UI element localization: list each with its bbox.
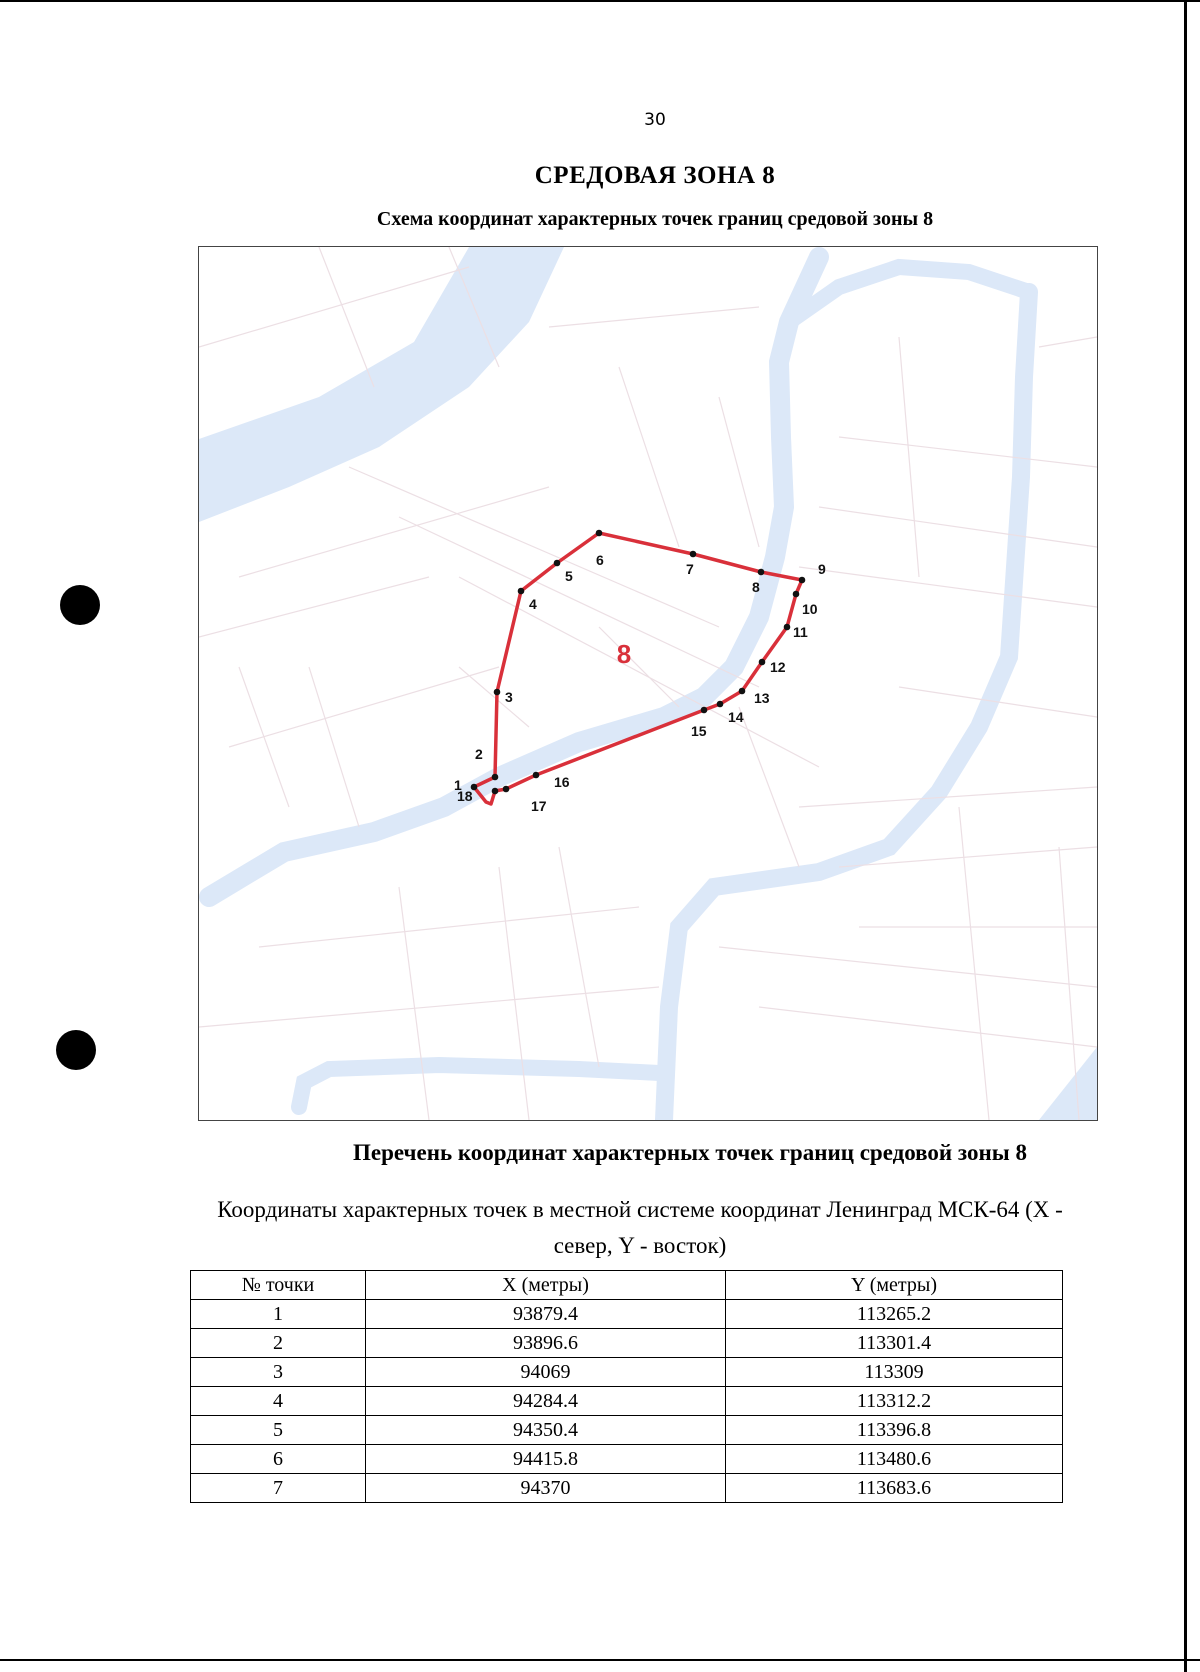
header-x: X (метры) <box>366 1271 726 1300</box>
y-coordinate: 113480.6 <box>726 1445 1063 1474</box>
boundary-point-label: 13 <box>754 690 770 706</box>
x-coordinate: 93879.4 <box>366 1300 726 1329</box>
point-number: 4 <box>191 1387 366 1416</box>
boundary-point-9 <box>799 577 806 584</box>
binder-hole-top <box>60 585 100 625</box>
coordinates-table <box>190 1270 1063 1503</box>
scan-edge-bottom <box>0 1659 1200 1661</box>
boundary-point-14 <box>717 701 724 708</box>
boundary-point-17 <box>503 786 510 793</box>
y-coordinate: 113396.8 <box>726 1416 1063 1445</box>
boundary-point-label: 7 <box>686 561 694 577</box>
boundary-point-label: 11 <box>793 624 808 640</box>
x-coordinate: 94069 <box>366 1358 726 1387</box>
boundary-point-label: 8 <box>752 579 760 595</box>
canal-north <box>789 267 1029 322</box>
boundary-point-label: 16 <box>554 774 570 790</box>
y-coordinate: 113265.2 <box>726 1300 1063 1329</box>
boundary-point-label: 5 <box>565 568 573 584</box>
table-row <box>191 1445 1063 1474</box>
x-coordinate: 94370 <box>366 1474 726 1503</box>
boundary-point-6 <box>596 530 603 537</box>
point-number: 5 <box>191 1416 366 1445</box>
page-number: 30 <box>644 110 666 130</box>
boundary-point-18 <box>492 788 499 795</box>
boundary-point-3 <box>494 689 501 696</box>
page-title: СРЕДОВАЯ ЗОНА 8 <box>534 162 776 189</box>
scan-edge-right <box>1184 0 1187 1672</box>
point-number: 6 <box>191 1445 366 1474</box>
point-number: 2 <box>191 1329 366 1358</box>
table-row <box>191 1358 1063 1387</box>
table-row <box>191 1416 1063 1445</box>
y-coordinate: 113683.6 <box>726 1474 1063 1503</box>
boundary-point-13 <box>739 688 746 695</box>
y-coordinate: 113312.2 <box>726 1387 1063 1416</box>
boundary-point-label: 17 <box>531 798 547 814</box>
zone-map-canvas <box>199 247 1097 1120</box>
boundary-point-8 <box>758 569 765 576</box>
point-number: 7 <box>191 1474 366 1503</box>
canal-south <box>299 1065 659 1107</box>
boundary-point-label: 12 <box>770 659 786 675</box>
table-header-row <box>191 1271 1063 1300</box>
boundary-point-4 <box>518 588 525 595</box>
boundary-point-label: 18 <box>457 788 473 804</box>
header-point-number: № точки <box>191 1271 366 1300</box>
zone-label: 8 <box>616 639 632 669</box>
zone-map <box>198 246 1098 1121</box>
y-coordinate: 113301.4 <box>726 1329 1063 1358</box>
boundary-point-15 <box>701 707 708 714</box>
point-number: 3 <box>191 1358 366 1387</box>
point-number: 1 <box>191 1300 366 1329</box>
y-coordinate: 113309 <box>726 1358 1063 1387</box>
table-row <box>191 1300 1063 1329</box>
header-y: Y (метры) <box>726 1271 1063 1300</box>
boundary-point-label: 6 <box>596 552 604 568</box>
x-coordinate: 94350.4 <box>366 1416 726 1445</box>
x-coordinate: 93896.6 <box>366 1329 726 1358</box>
boundary-point-12 <box>759 659 766 666</box>
boundary-point-11 <box>784 624 791 631</box>
boundary-point-label: 15 <box>691 723 707 739</box>
x-coordinate: 94284.4 <box>366 1387 726 1416</box>
coordinate-system-note: Координаты характерных точек в местной системе координат Ленинград МСК-64 (X - север, Y - восток) <box>217 1197 1063 1258</box>
boundary-point-label: 3 <box>505 689 513 705</box>
boundary-point-5 <box>554 560 561 567</box>
boundary-point-label: 2 <box>475 746 483 762</box>
water-areas <box>199 247 1097 1120</box>
boundary-point-16 <box>533 772 540 779</box>
boundary-point-label: 4 <box>529 596 537 612</box>
boundary-point-10 <box>793 591 800 598</box>
binder-hole-bottom <box>56 1030 96 1070</box>
water-corner <box>1039 1047 1097 1120</box>
boundary-point-label: 1 <box>454 777 462 793</box>
canal-east <box>209 257 819 897</box>
scan-edge-top <box>0 0 1200 2</box>
boundary-point-label: 9 <box>818 561 826 577</box>
boundary-point-2 <box>492 774 499 781</box>
table-row <box>191 1387 1063 1416</box>
table-row <box>191 1329 1063 1358</box>
scheme-title: Схема координат характерных точек границ средовой зоны 8 <box>376 208 934 230</box>
boundary-point-7 <box>690 551 697 558</box>
list-title: Перечень координат характерных точек границ средовой зоны 8 <box>352 1140 1028 1165</box>
table-row <box>191 1474 1063 1503</box>
boundary-point-label: 10 <box>802 601 818 617</box>
street-lines <box>199 247 1097 1120</box>
x-coordinate: 94415.8 <box>366 1445 726 1474</box>
boundary-point-label: 14 <box>728 709 744 725</box>
